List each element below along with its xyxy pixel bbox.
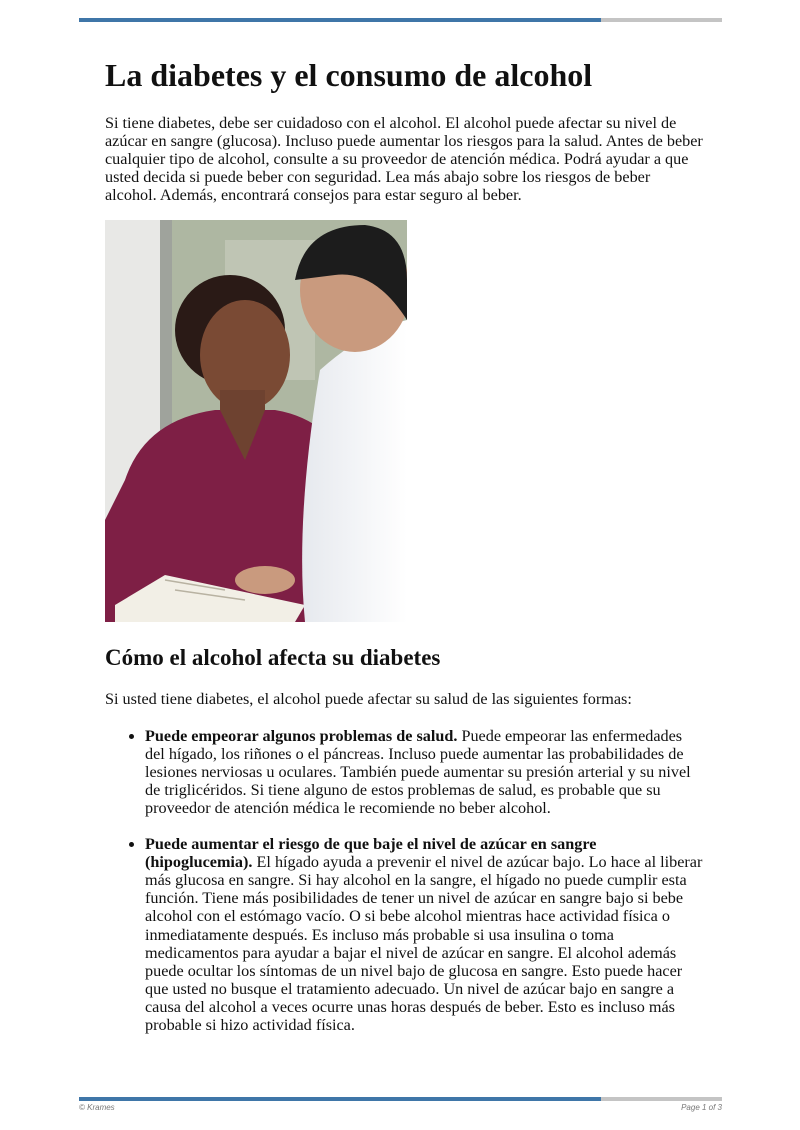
- bottom-rule: [79, 1097, 722, 1101]
- top-rule-blue: [79, 18, 601, 22]
- section-lead: Si usted tiene diabetes, el alcohol puede afectar su salud de las siguientes formas:: [105, 690, 632, 709]
- list-item-bold: Puede aumentar el riesgo de que baje el nivel de azúcar en sangre (hipoglucemia).: [145, 835, 597, 872]
- top-rule-gray: [601, 18, 722, 22]
- intro-paragraph: Si tiene diabetes, debe ser cuidadoso con el alcohol. El alcohol puede afectar su nivel de azúcar en sangre (glucosa). Incluso puede aumentar los riesgos para la salud. Antes de beber cualquier tipo de alcohol, consulte a su proveedor de atención médica. Podrá ayudar a que usted decida si puede beber con seguridad. Lea más abajo sobre los riesgos de beber alcohol. Además, encontrará consejos para estar seguro al beber.: [105, 114, 703, 205]
- top-rule: [79, 18, 722, 22]
- list-item-bold: Puede empeorar algunos problemas de salud.: [145, 726, 458, 745]
- footer-page-number: Page 1 of 3: [681, 1103, 722, 1112]
- document-body: [105, 52, 705, 1052]
- section-heading-alcohol-effects: Cómo el alcohol afecta su diabetes: [105, 645, 441, 671]
- patient-doctor-photo: [105, 220, 407, 622]
- bottom-rule-blue: [79, 1097, 601, 1101]
- list-item: [145, 727, 705, 817]
- list-item-text: Puede empeorar las enfermedades del hígado, los riñones o el páncreas. Incluso puede aumentar las probabilidades de lesiones nerviosas u oculares. También puede aumentar su presión arterial y su nivel de triglicéridos. Si tiene alguno de estos problemas de salud, es probable que su proveedor de atención médica le recomiende no beber alcohol.: [145, 726, 691, 817]
- bottom-rule-gray: [601, 1097, 722, 1101]
- list-item-text: El hígado ayuda a prevenir el nivel de azúcar bajo. Lo hace al liberar más glucosa en sangre. Si hay alcohol en la sangre, el hígado no puede cumplir esta función. Tiene más posibilidades de tener un nivel de azúcar en sangre bajo si bebe alcohol con el estómago vacío. O si bebe alcohol mientras hace actividad física o inmediatamente después. Es incluso más probable si usa insulina o toma medicamentos para ayudar a bajar el nivel de azúcar en sangre. El alcohol además puede ocultar los síntomas de un nivel bajo de glucosa en sangre. Esto puede hacer que usted no busque el tratamiento adecuado. Un nivel de azúcar bajo en sangre a causa del alcohol a veces ocurre unas horas después de beber. Esto es incluso más probable si hizo actividad física.: [145, 853, 703, 1034]
- page-title: La diabetes y el consumo de alcohol: [105, 57, 593, 93]
- effects-list: [105, 727, 705, 1035]
- list-item: [145, 835, 705, 1034]
- footer-copyright: © Krames: [79, 1103, 115, 1112]
